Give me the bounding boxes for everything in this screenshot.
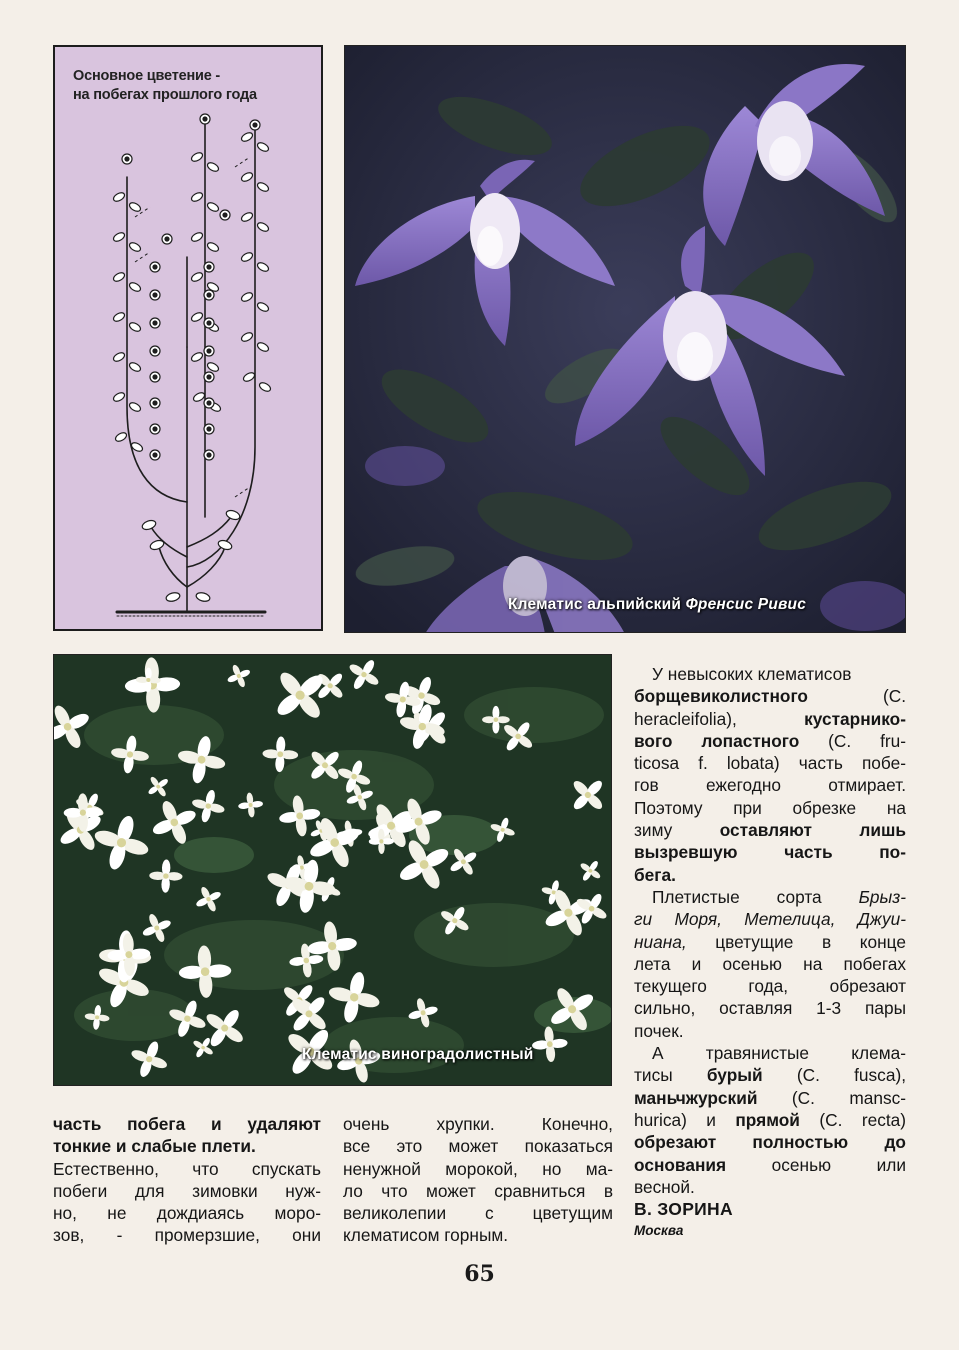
bold-term: основания <box>634 1154 727 1175</box>
text-span: hurica) и <box>634 1109 736 1130</box>
pruning-diagram <box>53 45 323 631</box>
bold-term: маньчжурский <box>634 1087 758 1108</box>
bold-term: вого лопастного <box>634 730 800 751</box>
bold-term: часть побега и удаляют <box>53 1114 321 1134</box>
text-line <box>53 1113 321 1135</box>
italic-term: ги Моря, Метелица, Джуи- <box>634 909 906 930</box>
text-line <box>634 931 906 953</box>
text-line: лета и осенью на побегах <box>634 953 906 974</box>
author-city: Москва <box>634 1223 684 1239</box>
text-line: клематисом горным. <box>343 1225 509 1246</box>
text-line <box>634 685 906 707</box>
diagram-title <box>73 67 318 105</box>
text-line: почек. <box>634 1020 684 1041</box>
article-column-2 <box>343 1113 613 1247</box>
text-line: все это может показаться <box>343 1136 613 1157</box>
text-line: У невысоких клематисов <box>652 664 852 684</box>
article-column-right <box>634 663 906 1243</box>
text-line <box>634 819 906 841</box>
text-span: (С. <box>807 686 906 707</box>
text-line: Поэтому при обрезке на <box>634 797 906 818</box>
text-line <box>634 708 906 730</box>
caption-species: Клематис альпийский <box>508 596 682 613</box>
italic-term: Брыз- <box>858 886 906 907</box>
text-line <box>634 730 906 752</box>
text-line: ло что может сравниться в <box>343 1180 613 1201</box>
text-line <box>634 1109 906 1131</box>
plant-drawing <box>55 47 325 633</box>
author-name: В. ЗОРИНА <box>634 1199 733 1220</box>
text-span: (С. fusca), <box>762 1065 906 1086</box>
text-line: весной. <box>634 1176 695 1197</box>
text-span: (С. fru- <box>799 730 906 751</box>
text-span: зиму <box>634 820 720 841</box>
article-column-1 <box>53 1113 321 1247</box>
text-line: но, не дождиаясь моро- <box>53 1203 321 1224</box>
bold-term: бурый <box>706 1065 763 1086</box>
paragraph-2 <box>634 886 906 1042</box>
text-line: гов ежегодно отмирает. <box>634 775 906 796</box>
text-line: Естественно, что спускать <box>53 1158 321 1179</box>
text-span: (С. mansc- <box>757 1087 906 1108</box>
text-line <box>53 1135 321 1157</box>
diagram-title-line-2: на побегах прошлого года <box>73 87 257 103</box>
bold-term: прямой <box>735 1109 800 1130</box>
text-span: осенью или <box>726 1154 906 1175</box>
text-line <box>634 1087 906 1109</box>
bold-term: борщевиколистного <box>634 686 808 707</box>
text-line: текущего года, обрезают <box>634 976 906 997</box>
alpine-clematis-photo <box>344 45 906 633</box>
bold-term: оставляют лишь <box>719 820 906 841</box>
text-line: зов, - промерзшие, они <box>53 1225 321 1246</box>
text-line <box>634 886 906 908</box>
text-line <box>634 841 906 863</box>
bold-term: обрезают полностью до <box>634 1132 906 1153</box>
text-span: heracleifolia), <box>634 708 805 729</box>
paragraph-1 <box>634 663 906 886</box>
text-line: сильно, оставляя 1-3 пары <box>634 998 906 1019</box>
text-line: очень хрупки. Конечно, <box>343 1114 613 1134</box>
italic-term: ниана, <box>634 931 687 952</box>
diagram-title-line-1: Основное цветение - <box>73 68 221 84</box>
grapeleaf-clematis-photo <box>53 654 612 1086</box>
text-line: побеги для зимовки нуж- <box>53 1180 321 1201</box>
alpine-clematis-caption <box>508 596 806 614</box>
text-line: великолепии с цветущим <box>343 1203 613 1224</box>
text-line: ticosa f. lobata) часть побе- <box>634 753 906 774</box>
grapeleaf-clematis-caption: Клематис виноградолистный <box>302 1046 534 1063</box>
bold-term: кустарнико- <box>804 708 906 729</box>
purple-flowers-illustration <box>345 46 906 633</box>
text-line <box>634 864 906 886</box>
text-span: цветущие в конце <box>686 931 906 952</box>
text-line <box>634 1154 906 1176</box>
text-span: тисы <box>634 1065 707 1086</box>
text-line <box>634 908 906 930</box>
text-line <box>634 1064 906 1086</box>
bold-term: бега. <box>634 864 676 885</box>
text-span: Плетистые сорта <box>652 886 859 907</box>
paragraph-3 <box>634 1042 906 1198</box>
bold-term: тонкие и слабые плети. <box>53 1136 256 1157</box>
white-flowers-illustration <box>54 655 612 1086</box>
text-line: А травянистые клема- <box>652 1043 906 1064</box>
page-number: 65 <box>464 1261 495 1287</box>
text-line <box>634 1131 906 1153</box>
bold-term: вызревшую часть по- <box>634 842 906 863</box>
text-line: ненужной морокой, но ма- <box>343 1158 613 1179</box>
caption-cultivar: Френсис Ривис <box>685 596 807 613</box>
text-span: (С. recta) <box>799 1109 906 1130</box>
